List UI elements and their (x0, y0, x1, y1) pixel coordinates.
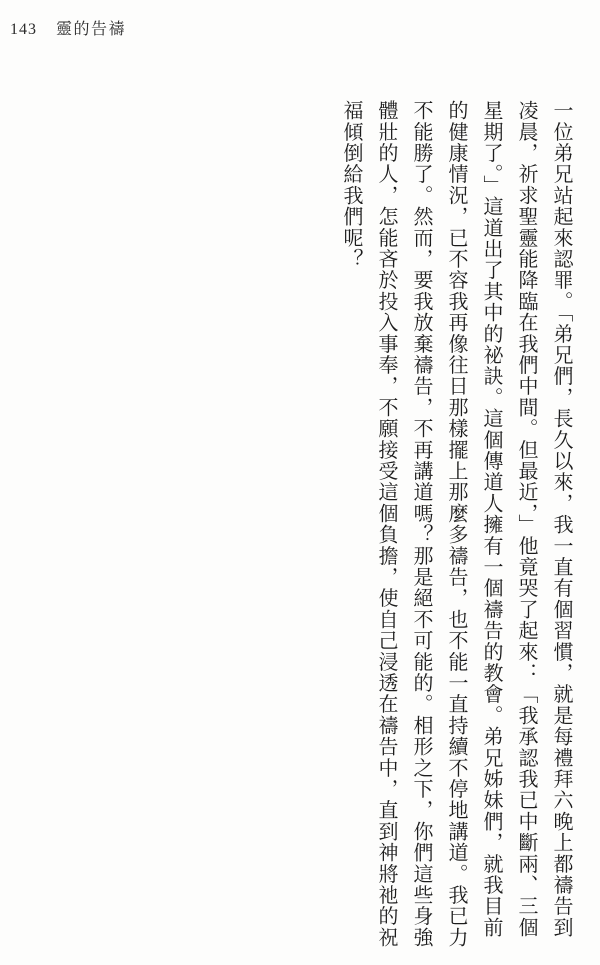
text-column-1: 一位弟兄站起來認罪。「弟兄們，長久以來，我一直有個習慣，就是每禮拜六晚上都禱告到 (550, 100, 572, 938)
page-number: 143 (10, 21, 37, 38)
text-column-5: 不能勝了。然而，要我放棄禱告，不再講道嗎？那是絕不可能的。相形之下，你們這些身強 (410, 100, 432, 948)
running-head (10, 16, 126, 39)
text-column-7: 福傾倒給我們呢？ (340, 100, 362, 270)
vertical-text-block (332, 100, 578, 960)
text-column-6: 體壯的人，怎能吝於投入事奉，不願接受這個負擔，使自己浸透在禱告中，直到神將祂的祝 (375, 100, 397, 948)
text-column-4: 的健康情況，已不容我再像往日那樣擺上那麼多禱告，也不能一直持續不停地講道。我已力 (445, 100, 467, 948)
text-column-2: 凌晨，祈求聖靈能降臨在我們中間。但最近，」他竟哭了起來：「我承認我已中斷兩、三個 (515, 100, 537, 938)
text-column-3: 星期了。」這道出了其中的祕訣。這個傳道人擁有一個禱告的教會。弟兄姊妹們，就我目前 (480, 100, 502, 938)
running-title: 靈的告禱 (56, 21, 127, 38)
